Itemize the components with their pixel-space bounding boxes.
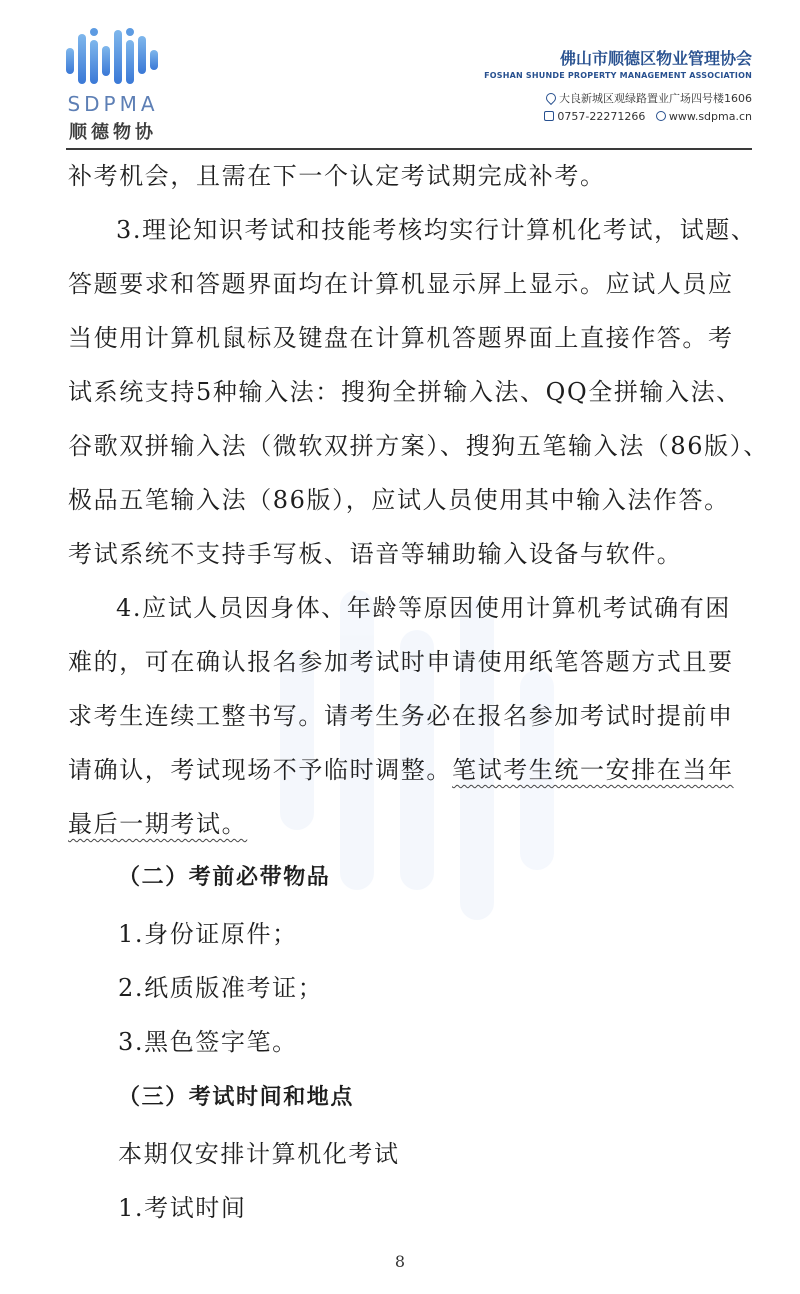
wavy-underlined-text: 最后一期考试。 — [68, 810, 248, 838]
org-name-en: FOSHAN SHUNDE PROPERTY MANAGEMENT ASSOCIATION — [484, 71, 752, 80]
org-address — [484, 90, 752, 106]
paragraph-line: 试系统支持5种输入法：搜狗全拼输入法、QQ全拼输入法、 — [68, 378, 742, 406]
org-contact — [484, 110, 752, 123]
org-name-cn: 佛山市顺德区物业管理协会 — [559, 49, 752, 68]
paragraph-line: 难的，可在确认报名参加考试时申请使用纸笔答题方式且要 — [68, 648, 734, 676]
list-item: 1.身份证原件； — [118, 920, 298, 948]
section-heading: （二）考前必带物品 — [118, 865, 331, 890]
sound-wave-logo-icon — [66, 26, 158, 88]
sentence-text: 请确认，考试现场不予临时调整。 — [68, 756, 452, 784]
phone-icon — [544, 111, 554, 121]
paragraph-line: 谷歌双拼输入法（微软双拼方案）、搜狗五笔输入法（86版）、 — [68, 432, 769, 460]
letterhead — [0, 0, 800, 150]
paragraph-line — [68, 744, 734, 796]
globe-icon — [656, 111, 666, 121]
location-icon — [544, 91, 558, 105]
paragraph-line: 3.理论知识考试和技能考核均实行计算机化考试，试题、 — [116, 216, 757, 244]
paragraph-line: 当使用计算机鼠标及键盘在计算机答题界面上直接作答。考 — [68, 324, 734, 352]
page-number: 8 — [394, 1252, 406, 1271]
paragraph-line: 补考机会，且需在下一个认定考试期完成补考。 — [68, 162, 606, 190]
sdpma-logo — [58, 26, 168, 146]
paragraph-line: 答题要求和答题界面均在计算机显示屏上显示。应试人员应 — [68, 270, 734, 298]
paragraph-line: 4.应试人员因身体、年龄等原因使用计算机考试确有困 — [116, 594, 731, 622]
phone-text: 0757-22271266 — [557, 110, 646, 123]
address-text: 大良新城区观绿路置业广场四号楼1606 — [559, 92, 752, 105]
paragraph-line — [68, 798, 247, 850]
paragraph-line: 求考生连续工整书写。请考生务必在报名参加考试时提前申 — [68, 702, 734, 730]
org-info — [484, 46, 752, 123]
section-heading: （三）考试时间和地点 — [118, 1085, 355, 1110]
list-item: 1.考试时间 — [118, 1194, 247, 1222]
paragraph-line: 本期仅安排计算机化考试 — [118, 1140, 400, 1168]
list-item: 2.纸质版准考证； — [118, 974, 324, 1002]
logo-cn-text: 顺德物协 — [69, 122, 157, 143]
paragraph-line: 考试系统不支持手写板、语音等辅助输入设备与软件。 — [68, 540, 683, 568]
website-link[interactable]: www.sdpma.cn — [668, 110, 752, 123]
paragraph-line: 极品五笔输入法（86版），应试人员使用其中输入法作答。 — [68, 486, 730, 514]
logo-text: SDPMA — [67, 92, 159, 116]
wavy-underlined-text: 笔试考生统一安排在当年 — [452, 756, 734, 784]
list-item: 3.黑色签字笔。 — [118, 1028, 298, 1056]
